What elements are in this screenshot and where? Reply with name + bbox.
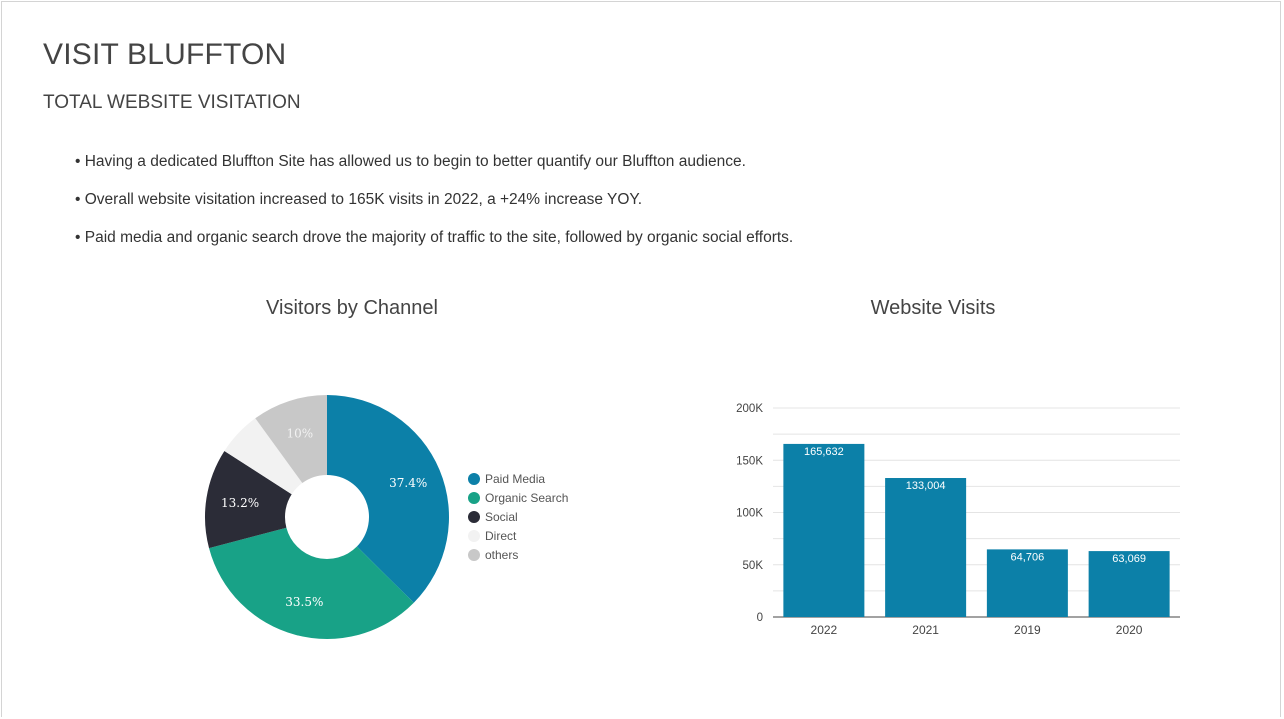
page-subtitle: TOTAL WEBSITE VISITATION [43, 92, 301, 113]
x-tick-label: 2019 [1014, 623, 1041, 637]
pie-chart [205, 395, 449, 639]
bullet-item: • Paid media and organic search drove the majority of traffic to the site, followed by organic social efforts. [75, 228, 793, 266]
legend-item[interactable] [468, 507, 568, 526]
x-tick-label: 2020 [1115, 623, 1143, 637]
bar-chart [736, 403, 1180, 637]
pie-slice-label: 37.4% [389, 476, 428, 491]
bullet-item: • Having a dedicated Bluffton Site has allowed us to begin to better quantify our Bluffton audience. [75, 152, 793, 190]
bar-value-label: 64,706 [1010, 551, 1045, 564]
legend-swatch [468, 473, 480, 485]
legend-item[interactable] [468, 545, 568, 564]
legend-label: Organic Search [485, 490, 569, 505]
bar-value-label: 63,069 [1112, 553, 1146, 566]
legend-swatch [468, 530, 480, 542]
legend-item[interactable] [468, 526, 568, 545]
legend-swatch [468, 492, 480, 504]
y-tick-label: 200K [736, 403, 763, 415]
y-tick-label: 0 [756, 612, 763, 624]
legend-label: Paid Media [485, 471, 546, 486]
legend-swatch [468, 549, 480, 561]
pie-legend [468, 469, 568, 564]
bar-chart-title: Website Visits [870, 297, 996, 319]
bar-value-label: 133,004 [905, 480, 946, 493]
legend-label: others [485, 547, 519, 562]
bullet-item: • Overall website visitation increased to 165K visits in 2022, a +24% increase YOY. [75, 190, 793, 228]
pie-slice-label: 10% [286, 426, 314, 441]
x-tick-label: 2021 [912, 623, 939, 637]
legend-label: Direct [485, 528, 517, 543]
bar[interactable] [885, 478, 966, 617]
pie-slice-label: 33.5% [285, 595, 324, 610]
bar-value-label: 165,632 [803, 445, 844, 458]
page-title: VISIT BLUFFTON [43, 38, 287, 71]
legend-swatch [468, 511, 480, 523]
x-tick-label: 2022 [810, 623, 838, 637]
y-tick-label: 50K [742, 559, 763, 572]
y-tick-label: 100K [736, 507, 763, 520]
pie-chart-title: Visitors by Channel [266, 297, 438, 319]
legend-item[interactable] [468, 488, 568, 507]
bar[interactable] [783, 444, 864, 617]
y-tick-label: 150K [736, 455, 763, 468]
legend-label: Social [485, 509, 518, 524]
legend-item[interactable] [468, 469, 568, 488]
pie-slice-label: 13.2% [221, 496, 260, 511]
